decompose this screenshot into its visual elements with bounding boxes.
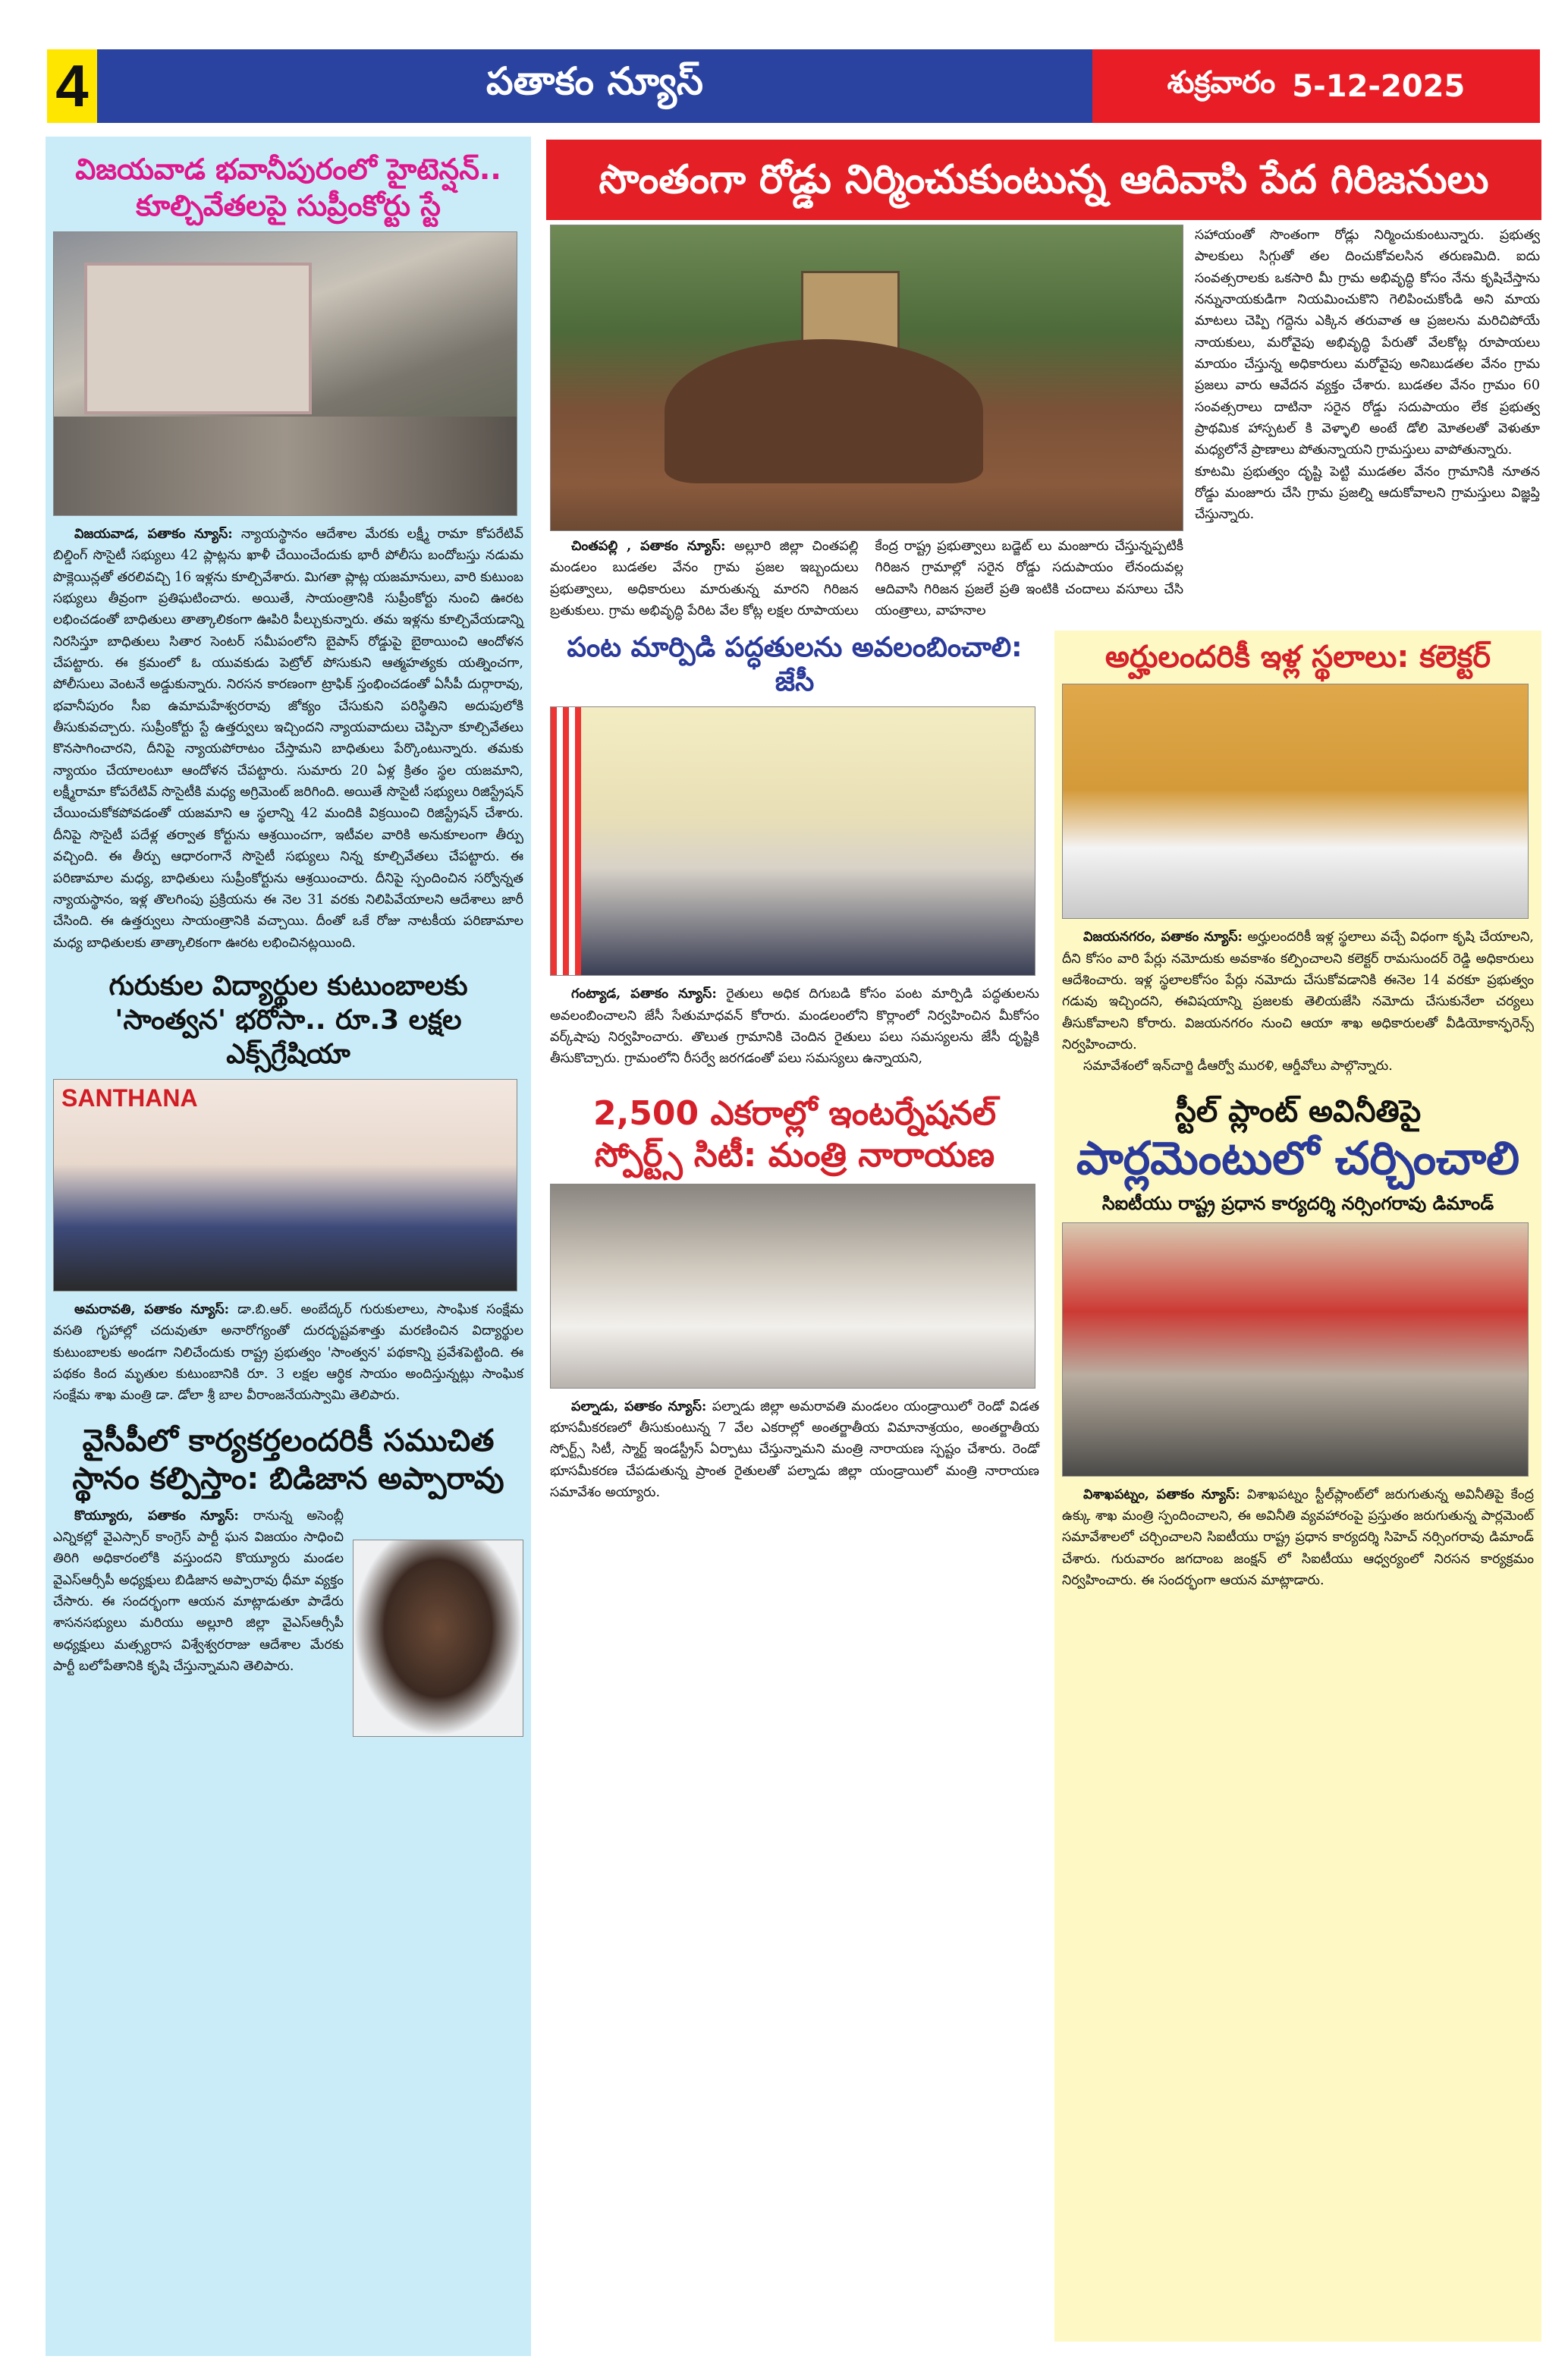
lower-columns [546,631,1541,2342]
right-column [1054,631,1541,2342]
article-body-road [550,536,1183,621]
article-body-road-side [1195,225,1540,621]
date-label: 5-12-2025 [1292,68,1466,104]
headline-bhavanipuram [53,152,523,224]
headline-line: స్థానం కల్పిస్తాం: బిడిజాన అప్పారావు [72,1461,504,1496]
masthead: పతాకం న్యూస్ [97,49,1092,123]
paragraph: న్యాయస్థానం ఆదేశాల మేరకు లక్ష్మీ రామా కోపరేటివ్ బిల్డింగ్ సొసైటీ సభ్యులు 42 ప్లాట్లను ఖాళీ చేయించేందుకు భారీ పోలీసు బందోబస్తు నడుమ పొక్లెయిన్లతో తరలివచ్చి 16 ఇళ్లను కూల్చివేశారు. మిగతా ప్లాట్ల యజమానులు, వారి కుటుంబ సభ్యులు తీవ్రంగా ప్రతిఘటించారు. అయితే, సాయంత్రానికి సుప్రీంకోర్టు నుంచి ఊరట లభించడంతో బాధితులు తాత్కాలికంగా ఊపిరి పీల్చుకున్నారు. తమ ఇళ్లను కూల్చివేయడాన్ని నిరసిస్తూ బాధితులు సితార సెంటర్ సమీపంలోని బైపాస్ రోడ్డుపై బైఠాయించి ఆందోళన చేపట్టారు. ఈ క్రమంలో ఓ యువకుడు పెట్రోల్ పోసుకుని ఆత్మహత్యకు యత్నించగా, పోలీసులు వెంటనే అడ్డుకున్నారు. నిరసన కారణంగా ట్రాఫిక్ స్తంభించడంతో ఏసీపీ దుర్గారావు, భవానీపురం సీఐ ఉమామహేశ్వరరావు జోక్యం చేసుకుని పరిస్థితిని అదుపులోకి తీసుకువచ్చారు. సుప్రీంకోర్టు స్టే ఉత్తర్వులు ఇచ్చిందని న్యాయవాదులు చెప్పినా కూల్చివేతలు కొనసాగించారని, దీనిపై న్యాయపోరాటం చేస్తామని బాధితులు పేర్కొంటున్నారు. తమకు న్యాయం చేయాలంటూ ఆందోళన చేపట్టారు. సుమారు 20 ఏళ్ల క్రితం స్థల యజమాని, లక్ష్మీరామా కోపరేటివ్ సొసైటీకి మధ్య అగ్రిమెంట్ జరిగింది. అయితే సొసైటీ సభ్యులు రిజిస్ట్రేషన్ చేయించుకోకపోవడంతో యజమాని ఆ స్థలాన్ని 42 మందికి విక్రయించి రిజిస్ట్రేషన్ చేశారు. దీనిపై సొసైటీ పదేళ్ల తర్వాత కోర్టును ఆశ్రయించగా, ఇటీవల వారికి అనుకూలంగా తీర్పు వచ్చింది. ఈ తీర్పు ఆధారంగానే సొసైటీ సభ్యులు నిన్న కూల్చివేతలు చేపట్టారు. ఈ పరిణామాల మధ్య, బాధితులు సుప్రీంకోర్టును ఆశ్రయించారు. దీనిపై స్పందించిన సర్వోన్నత న్యాయస్థానం, ఇళ్ల తొలగింపు ప్రక్రియను ఈ నెల 31 వరకు నిలిపివేయాలని ఆదేశాలు జారీ చేసింది. ఈ ఉత్తర్వులు సాయంత్రానికి వచ్చాయి. దీంతో ఒకే రోజు నాటకీయ పరిణామాల మధ్య బాధితులకు తాత్కాలికంగా ఊరట లభించినట్లయింది. [53,527,523,951]
headline-line: గురుకుల విద్యార్థుల కుటుంబాలకు [108,970,468,1002]
date-block [1092,49,1540,123]
photo-minister-meeting [550,1184,1035,1389]
photo-collector-meeting [1062,684,1529,919]
dateline: గంట్యాడ, పతాకం న్యూస్: [571,986,717,1002]
photo-demolished-building [53,231,517,516]
paragraph: అల్లూరి జిల్లా చింతపల్లి మండలం బుడతల వేనం గ్రామ ప్రజల ఇబ్బందులు ప్రభుత్వాలు, అధికారులు మారుతున్న మారని గిరిజన బ్రతుకులు. గ్రామ అభివృద్ధి పేరిట వేల కోట్ల లక్షల రూపాయలు కేంద్ర రాష్ట్ర ప్రభుత్వాలు బడ్జెట్ లు మంజూరు చేస్తున్నప్పటికీ గిరిజన గ్రామాల్లో సరైన రోడ్డు సదుపాయం లేనందువల్ల ఆదివాసి గిరిజన ప్రజలే ప్రతి ఇంటికి చందాలు వసూలు చేసి యంత్రాలు, వాహనాల [550,539,1183,619]
headline-line: 2,500 ఎకరాల్లో ఇంటర్నేషనల్ [592,1093,997,1133]
paragraph: పల్నాడు జిల్లా అమరావతి మండలం యండ్రాయిలో రెండో విడత భూసమీకరణలో తీసుకుంటున్న 7 వేల ఎకరాల్లో అంతర్జాతీయ విమానాశ్రయం, అంతర్జాతీయ స్పోర్ట్స్ సిటీ, స్మార్ట్ ఇండస్ట్రీస్ ఏర్పాటు చేస్తున్నామని మంత్రి నారాయణ స్పష్టం చేశారు. రెండో భూసమీకరణ చేపడుతున్న ప్రాంత రైతులతో పల్నాడు జిల్లా యండ్రాయిలో మంత్రి నారాయణ సమావేశం అయ్యారు. [550,1398,1039,1501]
headline-line: కూల్చివేతలపై సుప్రీంకోర్టు స్టే [136,188,441,222]
headline-road: సొంతంగా రోడ్డు నిర్మించుకుంటున్న ఆదివాసి పేద గిరిజనులు [546,140,1541,220]
photo-citu-protest [1062,1222,1529,1477]
photo-appa-rao [353,1540,523,1737]
photo-banner-text: SANTHANA [61,1084,198,1112]
article-body-crop [550,983,1039,1069]
headline-kicker: స్టీల్ ప్లాంట్ అవినీతిపై [1174,1093,1422,1129]
paragraph: సహాయంతో సొంతంగా రోడ్లు నిర్మించుకుంటున్నారు. ప్రభుత్వ పాలకులు సిగ్గుతో తల దించుకోవలసిన తరుణమిది. ఐదు సంవత్సరాలకు ఒకసారి మీ గ్రామ అభివృద్ధి కోసం నేను కృషిచేస్తాను నన్నునాయకుడిగా నియమించుకొని గెలిపించుకోండి అని మాయ మాటలు చెప్పి గద్దెను ఎక్కిన తరువాత ఆ ప్రజలను మరిచిపోయే నాయకులు, మరోవైపు అభివృద్ధి పేరుతో వేలకోట్ల రూపాయలు మాయం చేస్తున్న అధికారులు మరోవైపు అనిబుడతల వేనం గ్రామ ప్రజలు వారు ఆవేదన వ్యక్తం చేశారు. బుడతల వేనం గ్రామం 60 సంవత్సరాలు దాటినా సరైన రోడ్డు సదుపాయం లేక ప్రభుత్వ ప్రాథమిక హాస్పటల్ కి వెళ్ళాలి అంటే డోలి మోతలతో వెళుతూ మధ్యలోనే ప్రాణాలు పోతున్నాయని గ్రామస్తులు వాపోతున్నారు. [1195,228,1540,458]
headline-santhwana [53,969,523,1071]
paragraph: రానున్న అసెంబ్లీ ఎన్నికల్లో వైఎస్సార్ కాంగ్రెస్ పార్టీ ఘన విజయం సాధించి తిరిగి అధికారంలోకి వస్తుందని కొయ్యూరు మండల వైఎస్ఆర్సీపీ అధ్యక్షులు బిడిజాన అప్పారావు ధీమా వ్యక్తం చేసారు. ఈ సందర్భంగా ఆయన మాట్లాడుతూ పాడేరు శాసనసభ్యులు మరియు అల్లూరి జిల్లా వైఎస్ఆర్సీపీ అధ్యక్షులు మత్స్యరాస విశ్వేశ్వరరాజు ఆదేశాల మేరకు పార్టీ బలోపేతానికి కృషి చేస్తున్నామని తెలిపారు. [53,1508,344,1674]
dateline: కొయ్యూరు, పతాకం న్యూస్: [74,1508,239,1524]
headline-housesites: అర్హులందరికీ ఇళ్ల స్థలాలు: కలెక్టర్ [1105,640,1491,675]
headline-steel [1062,1093,1534,1215]
headline-kothuru [53,1422,523,1498]
dateline: పల్నాడు, పతాకం న్యూస్: [571,1398,707,1414]
paragraph: విశాఖపట్నం స్టీల్‌ప్లాంట్‌లో జరుగుతున్న అవినీతిపై కేంద్ర ఉక్కు శాఖ మంత్రి స్పందించాలని, ఈ అవినీతి వ్యవహారంపై ప్రస్తుతం జరుగుతున్న పార్లమెంట్ సమావేశాలలో చర్చించాలని సిఐటీయు రాష్ట్ర ప్రధాన కార్యదర్శి సిహెచ్ నర్సింగరావు డిమాండ్ చేశారు. గురువారం జగదాంబ జంక్షన్ లో సిఐటీయు ఆధ్వర్యంలో నిరసన కార్యక్రమం నిర్వహించారు. ఈ సందర్భంగా ఆయన మాట్లాడారు. [1062,1486,1534,1589]
article-body-santhwana [53,1299,523,1407]
headline-line: పార్లమెంటులో చర్చించాలి [1076,1131,1520,1185]
article-body-sportscity [550,1396,1039,1504]
headline-line: 'సాంత్వన' భరోసా.. రూ.3 లక్షల ఎక్స్‌గ్రేషియా [115,1004,462,1070]
paragraph: సమావేశంలో ఇన్‌చార్జి డీఆర్వో మురళి, ఆర్డీవోలు పాల్గొన్నారు. [1083,1059,1393,1074]
dateline: చింతపల్లి , పతాకం న్యూస్: [571,539,726,554]
headline-sportscity [550,1093,1039,1176]
top-story [546,225,1541,621]
headline-crop: పంట మార్పిడి పద్ధతులను అవలంబించాలి: జేసీ [567,632,1023,698]
center-column [546,631,1043,1503]
article-body-steel [1062,1484,1534,1592]
paragraph: రైతులు అధిక దిగుబడి కోసం పంట మార్పిడి పద్ధతులను అవలంబించాలని జేసీ సేతుమాధవన్ కోరారు. మండలంలోని కొర్లాంలో నిర్వహించిన మీకోసం వర్క్‌షాపు నిర్వహించారు. తొలుత గ్రామానికి చెందిన రైతులు పలు సమస్యలను జేసీ దృష్టికి తీసుకొచ్చారు. గ్రామంలోని రీసర్వే జరగడంతో పలు సమస్యలు ఉన్నాయని, [550,986,1039,1067]
photo-road-construction [550,225,1183,531]
paragraph: కూటమి ప్రభుత్వం దృష్టి పెట్టి ముడతల వేనం గ్రామానికి నూతన రోడ్డు మంజూరు చేసి గ్రామ ప్రజల్ని ఆదుకోవాలని గ్రామస్తులు విజ్ఞప్తి చేస్తున్నారు. [1195,464,1540,523]
main-area [546,225,1541,2342]
kothuru-row [53,1505,523,1737]
top-story-left [546,225,1183,621]
left-column [46,137,531,2356]
headline-line: వైసీపీలో కార్యకర్తలందరికీ సముచిత [82,1423,495,1458]
article-body-housesites [1062,926,1534,1077]
paragraph: డా.బి.ఆర్. అంబేద్కర్ గురుకులాలు, సాంఘిక సంక్షేమ వసతి గృహాల్లో చదువుతూ అనారోగ్యంతో దురదృష్టవశాత్తు మరణించిన విద్యార్థుల కుటుంబాలకు అండగా నిలిచేందుకు రాష్ట్ర ప్రభుత్వం 'సాంత్వన' పథకాన్ని ప్రవేశపెట్టింది. ఈ పథకం కింద మృతుల కుటుంబానికి రూ. 3 లక్షల ఆర్థిక సాయం అందిస్తున్నట్లు సాంఘిక సంక్షేమ శాఖ మంత్రి డా. డోలా శ్రీ బాల వీరాంజనేయస్వామి తెలిపారు. [53,1301,523,1404]
dateline: విజయవాడ, పతాకం న్యూస్: [74,527,233,542]
headline-line: స్పోర్ట్స్ సిటీ: మంత్రి నారాయణ [594,1135,995,1175]
article-body-bhavanipuram [53,524,523,954]
article-body-kothuru [53,1505,344,1678]
day-label: శుక్రవారం [1167,64,1276,100]
dateline: విజయనగరం, పతాకం న్యూస్: [1083,930,1243,945]
page-number: 4 [47,49,97,123]
paragraph: అర్హులందరికీ ఇళ్ల స్థలాలు వచ్చే విధంగా కృషి చేయాలని, దీని కోసం వారి పేర్లు నమోదుకు అవకాశం కల్పించాలని కలెక్టర్ రామసుందర్ రెడ్డి అధికారులు ఆదేశించారు. ఇళ్ల స్థలాలకోసం పేర్లు నమోదు చేసుకోవడానికి ఈనెల 14 వరకూ ప్రభుత్వం గడువు ఇచ్చిందని, ఈవిషయాన్ని ప్రజలకు తెలియజేసి నమోదు చేసుకునేలా చర్యలు తీసుకోవాలని కోరారు. విజయనగరం నుంచి ఆయా శాఖ అధికారులతో వీడియోకాన్ఫరెన్స్ నిర్వహించారు. [1062,930,1534,1053]
dateline: విశాఖపట్నం, పతాకం న్యూస్: [1083,1486,1240,1502]
photo-santhwana-event [53,1079,517,1291]
dateline: అమరావతి, పతాకం న్యూస్: [74,1301,230,1317]
photo-crop-meeting [550,706,1035,976]
subheadline: సిఐటీయు రాష్ట్ర ప్రధాన కార్యదర్శి నర్సింగరావు డిమాండ్ [1101,1192,1494,1214]
headline-line: విజయవాడ భవానీపురంలో హైటెన్షన్.. [75,153,501,186]
